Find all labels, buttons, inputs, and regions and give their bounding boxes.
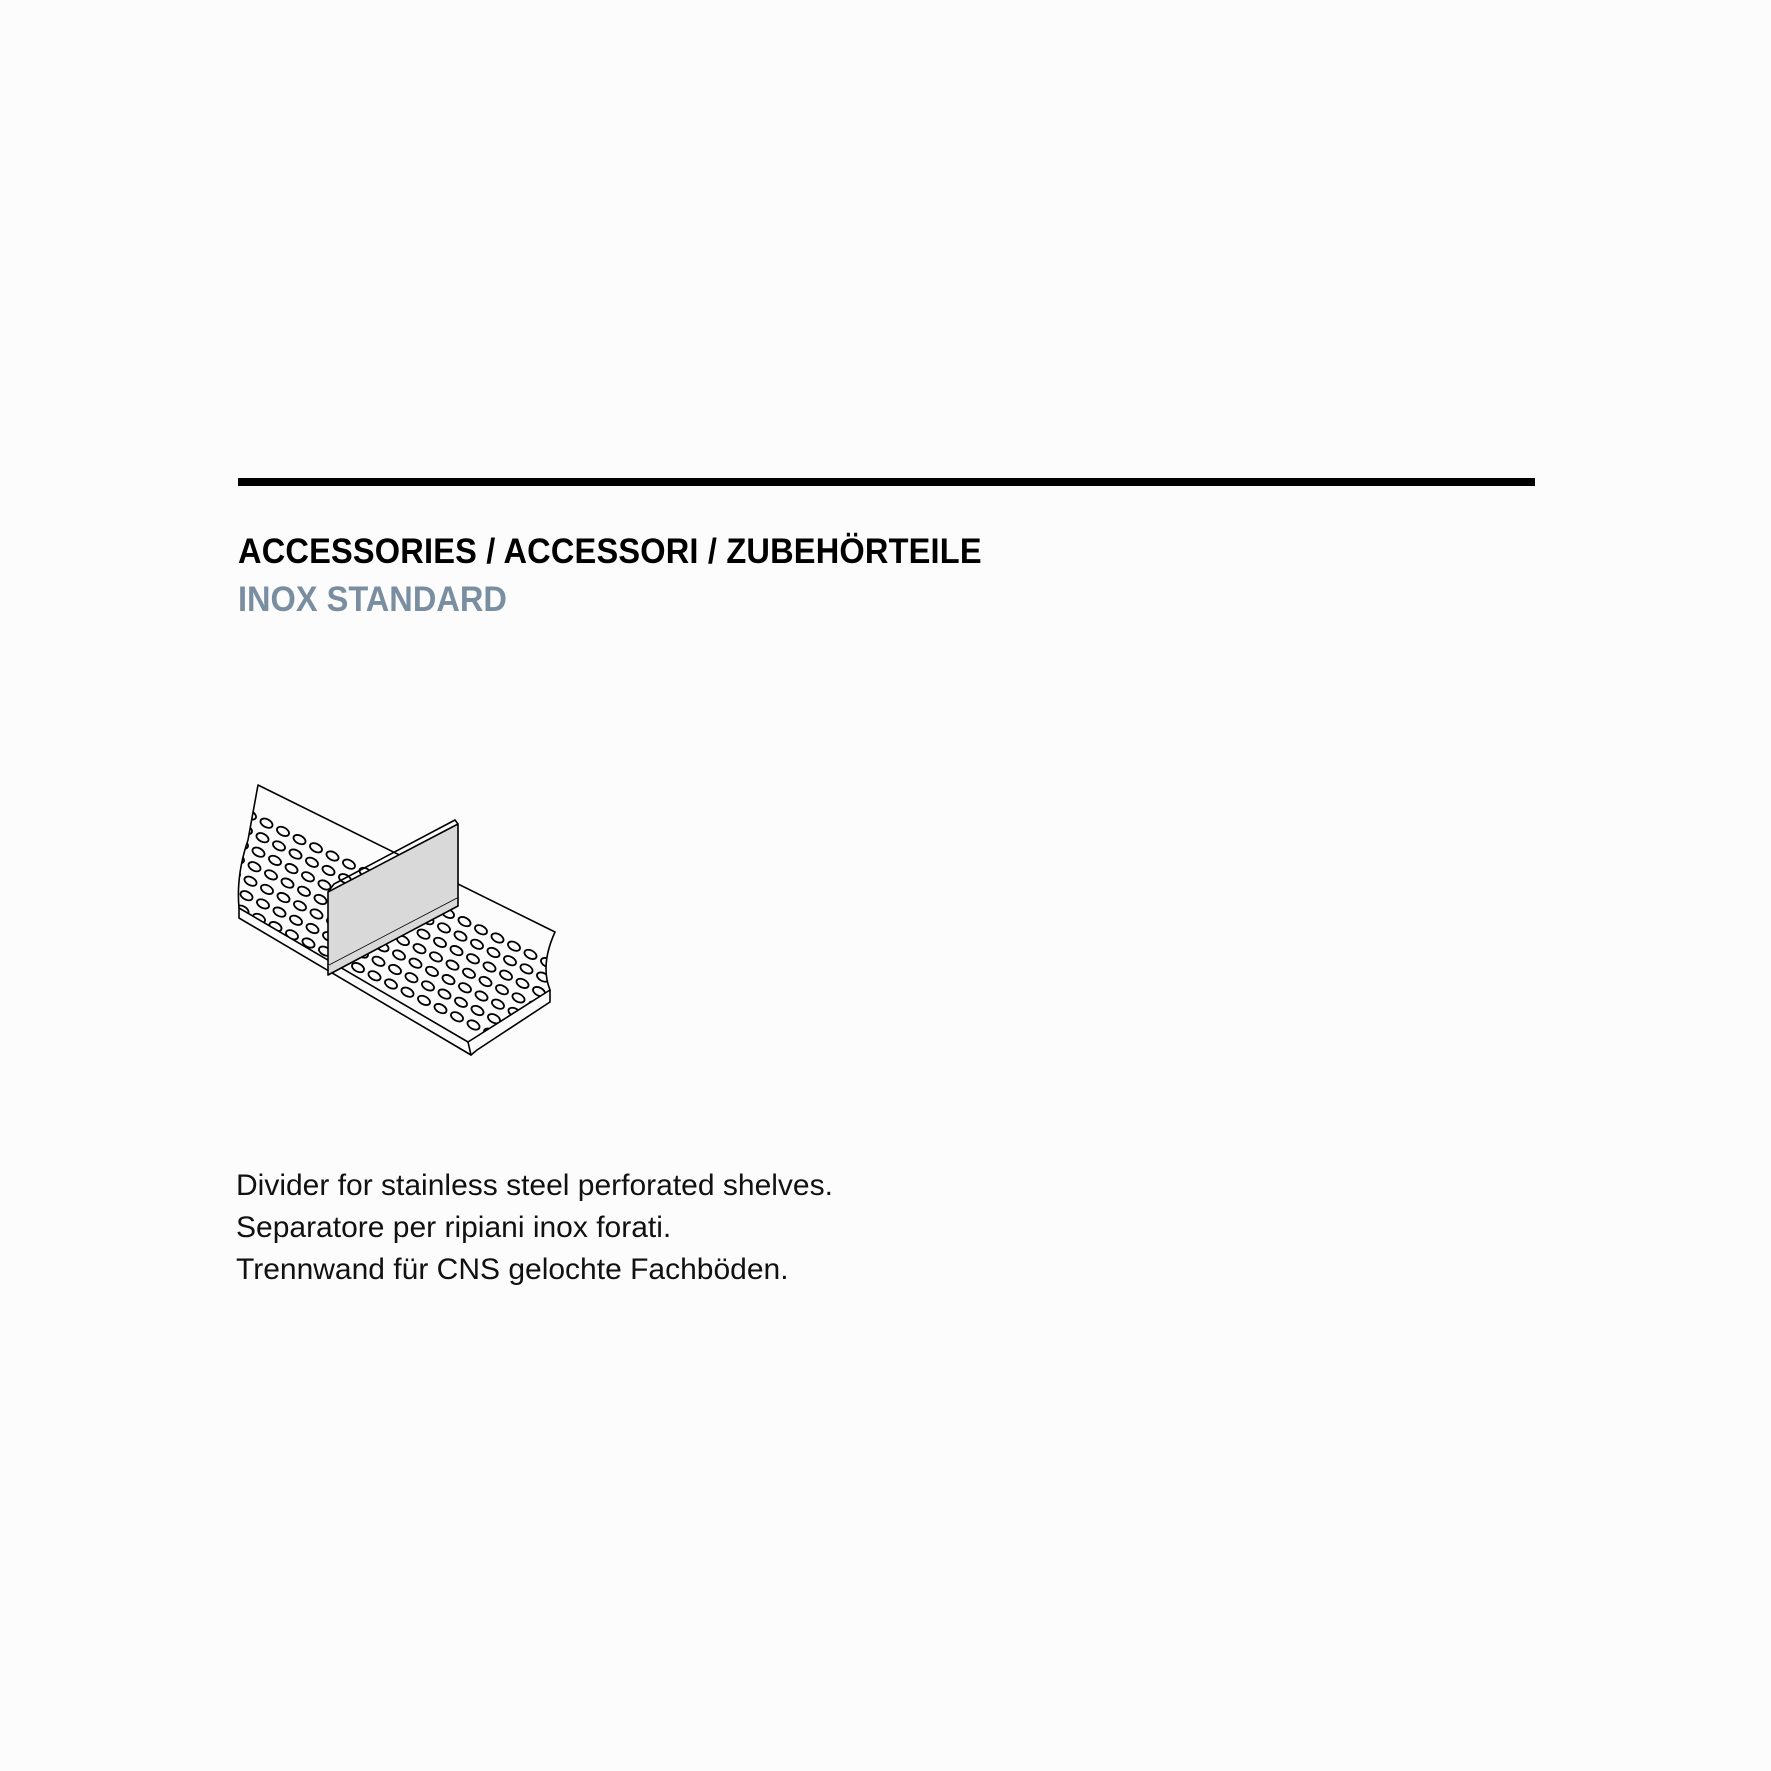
perforation-hole	[532, 1051, 547, 1064]
perforation-hole	[230, 881, 238, 894]
top-divider-rule	[238, 478, 1535, 486]
perforation-hole	[523, 1014, 538, 1027]
page-title: ACCESSORIES / ACCESSORI / ZUBEHÖRTEILE	[238, 532, 982, 571]
perforated-shelf-divider-icon	[230, 780, 570, 1070]
perforation-hole	[519, 1029, 534, 1042]
perforation-hole	[230, 895, 234, 908]
perforation-hole	[544, 1008, 559, 1021]
description-line-italian: Separatore per ripiani inox forati.	[236, 1211, 672, 1244]
description-line-english: Divider for stainless steel perforated shelves.	[236, 1169, 833, 1202]
perforation-hole	[527, 1000, 542, 1013]
perforation-hole	[515, 1043, 530, 1056]
product-line-subtitle: INOX STANDARD	[238, 580, 507, 619]
perforation-hole	[536, 1037, 551, 1050]
perforation-hole	[540, 1022, 555, 1035]
description-line-german: Trennwand für CNS gelochte Fachböden.	[236, 1253, 789, 1286]
perforation-hole	[499, 1035, 514, 1048]
perforation-hole	[556, 964, 570, 977]
product-description	[236, 1165, 833, 1291]
perforation-hole	[552, 979, 567, 992]
